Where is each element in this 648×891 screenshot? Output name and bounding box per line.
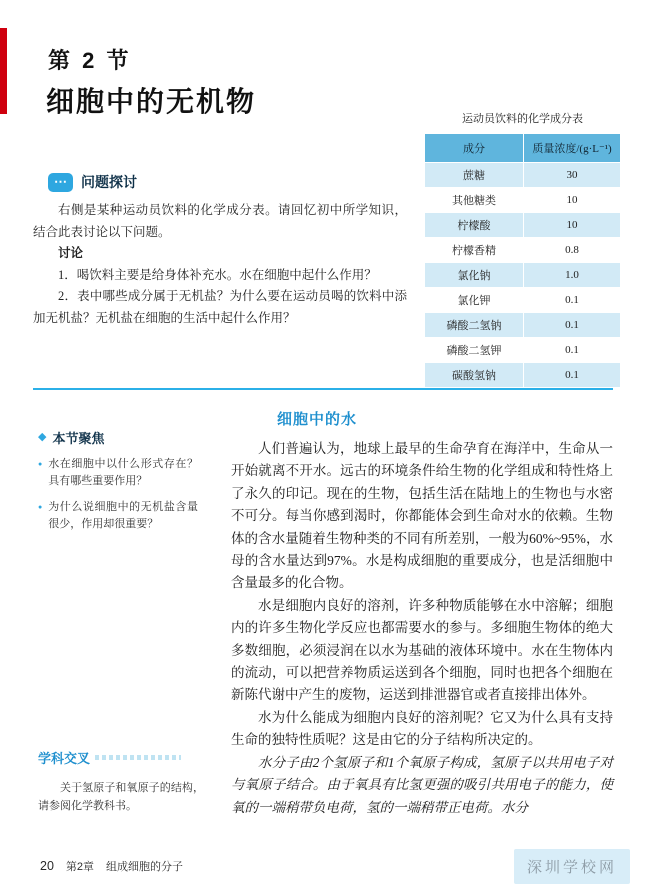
value-cell: 0.1 (524, 338, 621, 363)
component-cell: 氯化钾 (425, 288, 524, 313)
diamond-icon: ◆ (38, 431, 47, 443)
table-row (425, 188, 621, 213)
section-focus-header (38, 428, 198, 447)
value-cell: 0.1 (524, 363, 621, 388)
cross-discipline-box (38, 748, 204, 815)
cross-discipline-text: 关于氢原子和氧原子的结构，请参阅化学教科书。 (38, 782, 204, 812)
component-cell: 磷酸二氢钾 (425, 338, 524, 363)
cross-discipline-label: 学科交叉 (38, 751, 91, 766)
focus-item (38, 499, 198, 533)
value-cell: 0.8 (524, 238, 621, 263)
component-cell: 柠檬香精 (425, 238, 524, 263)
discussion-subheading: 讨论 (58, 246, 84, 260)
body-paragraph: 水为什么能成为细胞内良好的溶剂呢？它又为什么具有支持生命的独特性质呢？这是由它的分子结构所决定的。 (231, 709, 613, 748)
section-focus-box (38, 428, 198, 533)
value-cell: 30 (524, 163, 621, 188)
value-cell: 10 (524, 188, 621, 213)
table-title: 运动员饮料的化学成分表 (462, 113, 583, 125)
table-header-row (425, 134, 621, 163)
body-paragraph: 人们普遍认为，地球上最早的生命孕育在海洋中，生命从一开始就离不开水。远古的环境条件给生物的化学组成和特性烙上了永久的印记。现在的生物，包括生活在陆地上的生物也与水密不可分。每当你感到渴时，你都能体会到生命对水的依赖。生物体的含水量随着生物种类的不同有所差别，一般为60%~95%，水母的含水量达到97%。水是构成细胞的重要成分，也是活细胞中含量最多的化合物。 (231, 441, 613, 591)
component-cell: 磷酸二氢钠 (425, 313, 524, 338)
page-title: 细胞中的无机物 (46, 86, 257, 117)
component-cell: 氯化钠 (425, 263, 524, 288)
main-content (231, 408, 613, 819)
component-cell: 柠檬酸 (425, 213, 524, 238)
component-cell: 其他糖类 (425, 188, 524, 213)
value-cell: 0.1 (524, 288, 621, 313)
body-paragraph: 水分子由2个氢原子和1个氧原子构成，氢原子以共用电子对与氧原子结合。由于氧具有比氢更强的吸引共用电子的能力，使氧的一端稍带负电荷，氢的一端稍带正电荷。水分 (231, 754, 613, 815)
discussion-intro: 右侧是某种运动员饮料的化学成分表。请回忆初中所学知识，结合此表讨论以下问题。 (33, 203, 407, 239)
discussion-question-1: 1．喝饮料主要是给身体补充水。水在细胞中起什么作用？ (58, 267, 377, 282)
column-header-component: 成分 (425, 134, 524, 163)
focus-item (38, 456, 198, 490)
chapter-title: 组成细胞的分子 (106, 861, 184, 873)
bullet-icon: ● (38, 460, 43, 468)
bullet-icon: ● (38, 503, 43, 511)
table-row (425, 163, 621, 188)
drink-composition-table (424, 110, 621, 388)
section-focus-label: 本节聚焦 (52, 431, 105, 446)
subsection-heading: 细胞中的水 (277, 411, 358, 428)
problem-discussion-header (48, 172, 137, 192)
data-table (424, 133, 621, 388)
column-header-concentration: 质量浓度/(g·L⁻¹) (524, 134, 621, 163)
problem-discussion-label: 问题探讨 (81, 174, 137, 190)
component-cell: 蔗糖 (425, 163, 524, 188)
table-row (425, 288, 621, 313)
page-footer (40, 858, 183, 874)
discussion-question-2: 2．表中哪些成分属于无机盐？为什么要在运动员喝的饮料中添加无机盐？无机盐在细胞的生活中起什么作用？ (33, 289, 407, 325)
table-row (425, 213, 621, 238)
table-row (425, 238, 621, 263)
value-cell: 0.1 (524, 313, 621, 338)
page-number: 20 (40, 859, 54, 873)
value-cell: 1.0 (524, 263, 621, 288)
table-row (425, 263, 621, 288)
section-number: 第 2 节 (48, 48, 132, 73)
body-paragraph: 水是细胞内良好的溶剂，许多种物质能够在水中溶解；细胞内的许多生物化学反应也都需要水的参与。多细胞生物体的绝大多数细胞，必须浸润在以水为基础的液体环境中。水在生物体内的流动，可以把营养物质运送到各个细胞，同时也把各个细胞在新陈代谢中产生的废物，运送到排泄器官或者直接排出体外。 (231, 597, 613, 703)
table-row (425, 363, 621, 388)
chapter-label: 第2章 (65, 861, 95, 873)
component-cell: 碳酸氢钠 (425, 363, 524, 388)
problem-discussion-body (33, 200, 407, 329)
table-row (425, 313, 621, 338)
section-divider (33, 388, 613, 390)
focus-item-text: 水在细胞中以什么形式存在？具有哪些重要作用？ (48, 458, 198, 487)
section-accent-bar (0, 28, 7, 114)
table-row (425, 338, 621, 363)
watermark: 深圳学校网 (514, 849, 630, 884)
discussion-bubble-icon: ⋯ (48, 173, 73, 192)
decorative-line (95, 755, 181, 760)
value-cell: 10 (524, 213, 621, 238)
focus-item-text: 为什么说细胞中的无机盐含量很少，作用却很重要？ (48, 501, 198, 530)
